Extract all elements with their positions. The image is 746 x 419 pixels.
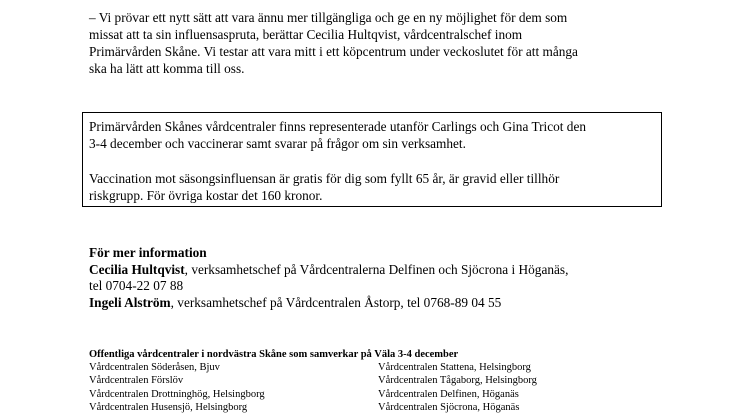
list-item: Vårdcentralen Sjöcrona, Höganäs <box>378 401 520 413</box>
list-item: Vårdcentralen Söderåsen, Bjuv <box>89 362 220 373</box>
list-item: Vårdcentralen Husensjö, Helsingborg <box>89 401 248 413</box>
list-item: Vårdcentralen Drottninghög, Helsingborg <box>89 388 265 400</box>
quote-line: missat att ta sin influensaspruta, berättar Cecilia Hultqvist, vårdcentralschef inom <box>89 27 523 42</box>
contact-1 <box>89 262 689 279</box>
quote-line: Primärvården Skåne. Vi testar att vara mitt i ett köpcentrum under veckoslutet för att många <box>89 44 578 59</box>
centres-list-right <box>378 361 537 414</box>
contact-section <box>89 245 689 311</box>
info-box-line: Vaccination mot säsongsinfluensan är gratis för dig som fyllt 65 år, är gravid eller tillhör <box>89 171 560 186</box>
contact-heading: För mer information <box>89 245 207 260</box>
info-box-paragraph <box>89 118 655 152</box>
centres-heading: Offentliga vårdcentraler i nordvästra Skåne som samverkar på Väla 3-4 december <box>89 349 459 360</box>
quote-line: ska ha lätt att komma till oss. <box>89 61 245 76</box>
contact-2-name: Ingeli Alström <box>89 294 171 310</box>
info-box-line: Primärvården Skånes vårdcentraler finns representerade utanför Carlings och Gina Tricot den <box>89 119 586 134</box>
contact-1-phone: tel 0704-22 07 88 <box>89 278 184 293</box>
list-item: Vårdcentralen Förslöv <box>89 375 184 387</box>
quote-paragraph <box>89 9 669 77</box>
contact-1-role: , verksamhetschef på Vårdcentralerna Delfinen och Sjöcrona i Höganäs, <box>184 261 569 277</box>
list-item: Vårdcentralen Stattena, Helsingborg <box>378 362 531 373</box>
info-box-line: riskgrupp. För övriga kostar det 160 kronor. <box>89 188 323 203</box>
info-box <box>82 112 662 207</box>
info-box-line: 3-4 december och vaccinerar samt svarar på frågor om sin verksamhet. <box>89 136 466 151</box>
contact-1-name: Cecilia Hultqvist <box>89 261 185 277</box>
quote-line: – Vi prövar ett nytt sätt att vara ännu mer tillgängliga och ge en ny möjlighet för dem som <box>89 10 568 25</box>
centres-list-left <box>89 361 265 414</box>
vaccination-paragraph <box>89 170 655 204</box>
contact-2 <box>89 295 689 312</box>
list-item: Vårdcentralen Delfinen, Höganäs <box>378 388 519 400</box>
list-item: Vårdcentralen Tågaborg, Helsingborg <box>378 375 537 387</box>
contact-2-role: , verksamhetschef på Vårdcentralen Åstorp, tel 0768-89 04 55 <box>170 294 502 310</box>
